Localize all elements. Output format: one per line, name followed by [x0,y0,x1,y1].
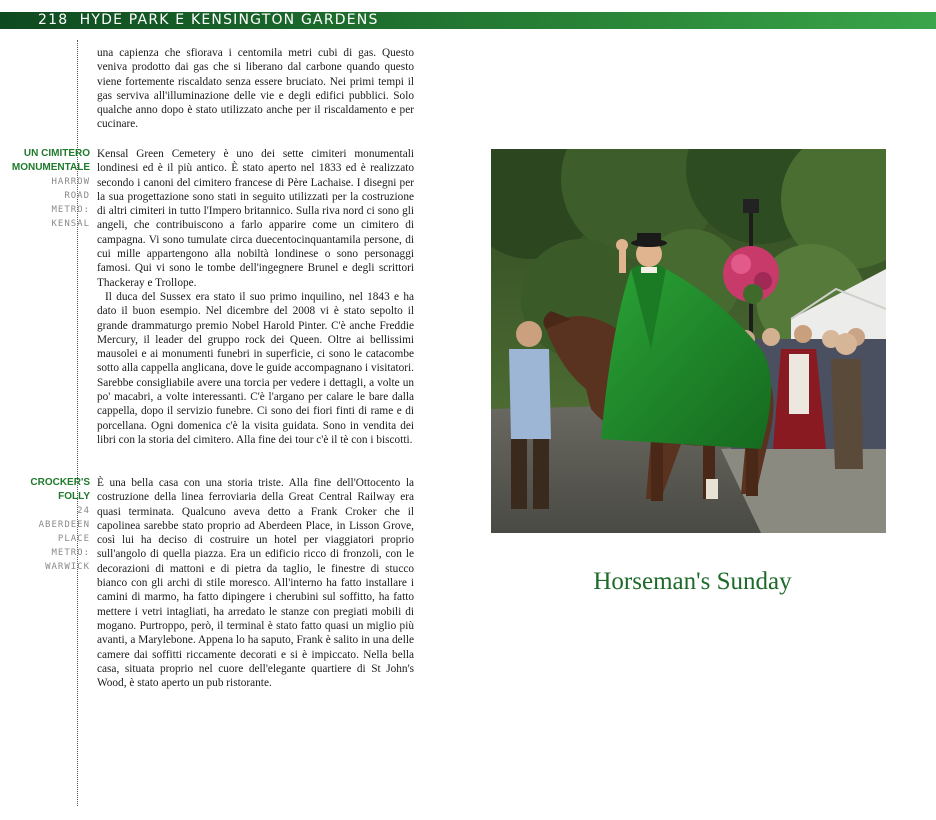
address-line: METRO: [51,205,90,215]
section-text-folly [97,476,414,690]
section-paragraph: È una bella casa con una storia triste. Alla fine dell'Ottocento la costruzione della linea ferroviaria della Great Central Railway era quasi terminata. Qualcuno aveva detto a Frank Croker che il capolinea sarebbe stato proprio ad Aberdeen Place, in Lisson Grove, così lui ha deciso di costruire un hotel per viaggiatori proprio sull'angolo di quella piazza. Era un edificio ricco di fronzoli, con le decorazioni di mattoni e di pietra da taglio, le finestre di stucco bianco con gli archi di stile moresco. All'interno ha fatto installare i camini di marmo, ha fatto dipingere i cherubini sul soffitto, ha fatto mettere i vetri intagliati, ha arredato le stanze con pregiati mobili di mogano. Purtroppo, però, il terminal è stato fatto quasi un miglio più avanti, a Marylebone. Appena lo ha saputo, Frank è salito in una delle camere dai soffitti riccamente decorati e si è impiccato. Nella bella casa, situata proprio nel cuore dell'elegante quartiere di St John's Wood, è stato aperto un pub ristorante. [97,477,414,690]
section-heading-line: MONUMENTALE [11,162,90,173]
address-line: METRO: [51,548,90,558]
chapter-title: HYDE PARK E KENSINGTON GARDENS [79,12,379,28]
intro-paragraph: una capienza che sfiorava i centomila metri cubi di gas. Questo veniva prodotto dai gas che si liberano dal carbone quando questo viene fortemente riscaldato senza essere bruciato. Nei primi tempi il gas serviva all'illuminazione delle vie e degli edifici pubblici. Solo qualche anno dopo è stato utilizzato anche per il riscaldamento e per cucinare. [97,47,414,131]
running-header [0,12,936,29]
section-text-cimitero [97,147,414,447]
address-line: WARWICK [45,562,90,572]
section-heading-line: UN CIMITERO [23,148,90,159]
section-heading-line: FOLLY [58,491,90,502]
address-line: PLACE [57,534,90,544]
horseman-photo [491,149,886,533]
section-paragraph: Kensal Green Cemetery è uno dei sette cimiteri monumentali londinesi ed è il più antico. È stato aperto nel 1833 ed è realizzato secondo i canoni del cimitero francese di Père Lachaise. I disegni per la sua progettazione sono stati in seguito utilizzati per la costruzione di altri cimiteri in tutto l'Impero britannico. Sulla riva nord ci sono gli angeli, che contribuiscono a farlo apparire come un cimitero di campagna. Vi sono tumulate circa duecentocinquantamila persone, di cui mille appartengono alla nobiltà londinese o sono personaggi famosi. Qui vi sono le tombe dell'ingegnere Brunel e degli scrittori Thackeray e Trollope. [97,148,414,289]
intro-text-block [97,46,414,132]
address-line: 24 [77,506,90,516]
address-line: ROAD [64,191,90,201]
address-line: KENSAL [51,219,90,229]
section-paragraph: Il duca del Sussex era stato il suo primo inquilino, nel 1843 e ha dato il buon esempio. Nel dicembre del 2008 vi è stato sepolto il grande drammaturgo premio Nobel Harold Pinter. C'è anche Freddie Mercury, il leader del gruppo rock dei Queen. Oltre ai bellissimi mausolei e ai monumenti funebri in superficie, ci sono le catacombe sotto alla cappella anglicana, dove le guide accompagnano i visitatori. Sarebbe consigliabile avere una torcia per vedere i dettagli, a volte un po' macabri, a volte interessanti. C'è l'argano per calare le bare dalla cappella, dopo il servizio funebre. Ci sono dei fiori finti di rame e di porcellana. Ogni domenica c'è la visita guidata. Sono in vendita dei libri con la storia del cimitero. Alla fine dei tour c'è il tè con i biscotti. [97,290,414,446]
sidebar-section-cimitero [12,147,90,231]
header-text [38,12,379,29]
sidebar-section-folly [30,476,90,574]
page-number: 218 [38,12,69,28]
photo-caption: Horseman's Sunday [593,568,792,595]
section-heading-line: CROCKER'S [30,477,90,488]
address-line: ABERDEEN [38,520,90,530]
address-line: HARROW [51,177,90,187]
